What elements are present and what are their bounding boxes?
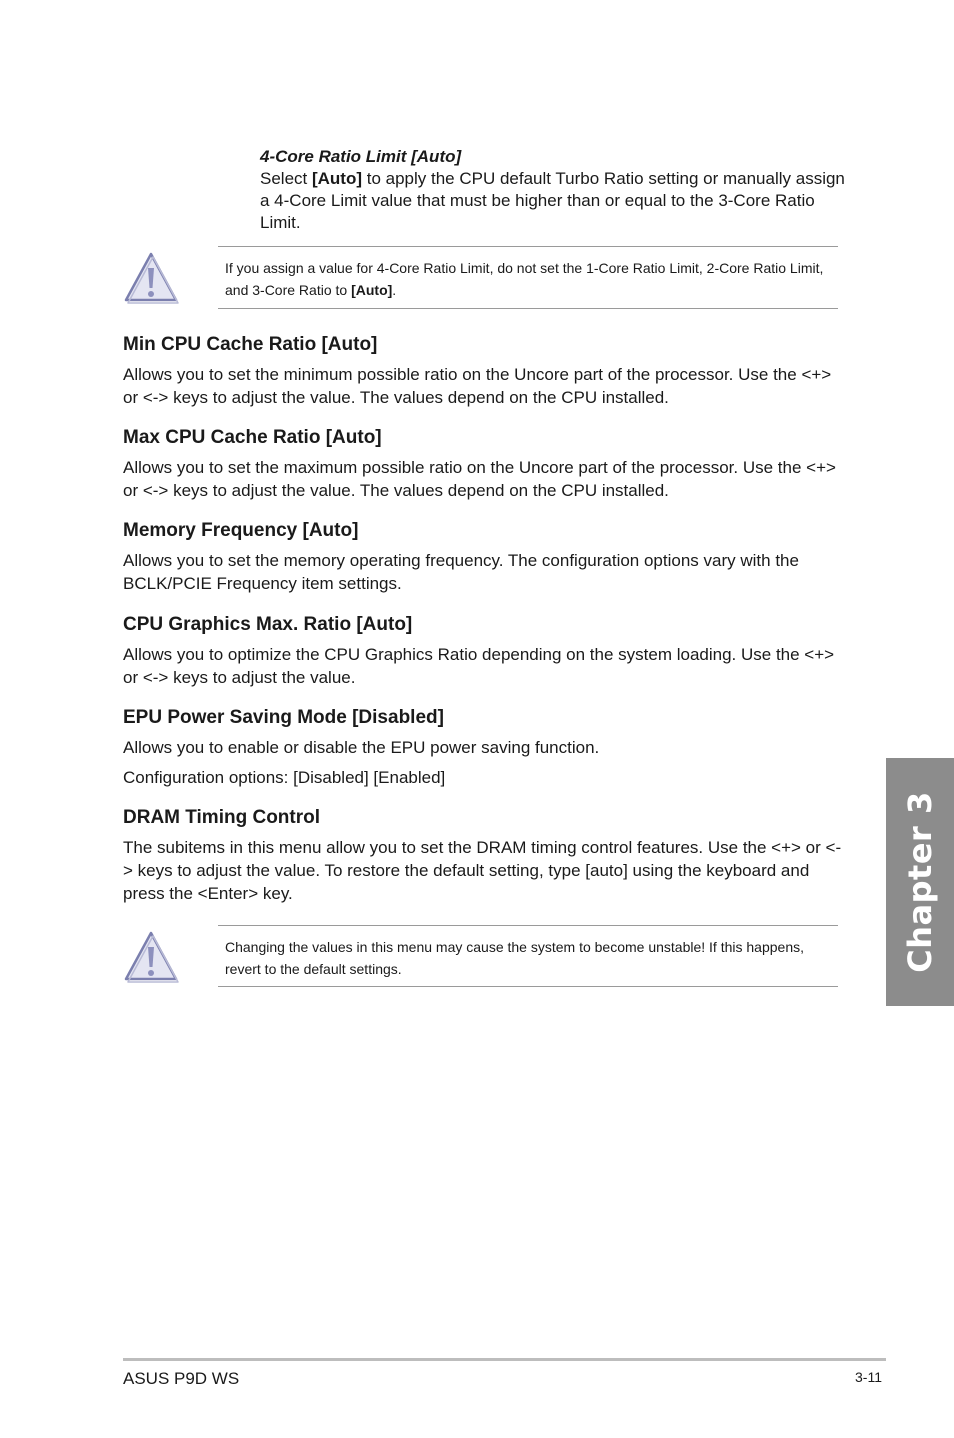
warning-icon xyxy=(122,250,180,306)
sub-item-title: 4-Core Ratio Limit [Auto] xyxy=(260,147,462,166)
section-body: Allows you to set the memory operating frequency. The configuration options vary with the BCLK/PCIE Frequency item settings. xyxy=(123,551,799,593)
section-body: Allows you to enable or disable the EPU power saving function. xyxy=(123,738,600,757)
desc-bold: [Auto] xyxy=(311,169,363,188)
section-max-cpu-cache-ratio xyxy=(123,426,843,502)
section-title: Min CPU Cache Ratio [Auto] xyxy=(123,334,378,355)
note-text: If you assign a value for 4-Core Ratio Limit, do not set the 1-Core Ratio Limit, 2-Core Ratio Limit, and 3-Core Ratio to xyxy=(225,260,824,298)
warning-note-text: Changing the values in this menu may cause the system to become unstable! If this happens, revert to the default settings. xyxy=(225,939,804,977)
footer-divider xyxy=(123,1358,886,1361)
footer-product-name: ASUS P9D WS xyxy=(123,1369,240,1388)
warning-note xyxy=(218,246,838,309)
section-epu-power-saving-mode xyxy=(123,706,843,789)
section-body: Allows you to set the minimum possible ratio on the Uncore part of the processor. Use the <+> or <-> keys to adjust the value. The values depend on the CPU installed. xyxy=(123,365,832,407)
section-body: Allows you to optimize the CPU Graphics Ratio depending on the system loading. Use the <+> or <-> keys to adjust the value. xyxy=(123,645,835,687)
section-title: Max CPU Cache Ratio [Auto] xyxy=(123,427,382,448)
section-options: Configuration options: [Disabled] [Enabled] xyxy=(123,768,446,787)
desc-text-rest: to apply the CPU default Turbo Ratio setting or manually assign a 4-Core Limit value that must be higher than or equal to the 3-Core Ratio Limit. xyxy=(260,169,845,232)
section-min-cpu-cache-ratio xyxy=(123,333,843,409)
warning-note xyxy=(218,925,838,987)
section-title: DRAM Timing Control xyxy=(123,807,321,828)
section-title: Memory Frequency [Auto] xyxy=(123,520,359,541)
section-body: Allows you to set the maximum possible ratio on the Uncore part of the processor. Use the <+> or <-> keys to adjust the value. The values depend on the CPU installed. xyxy=(123,458,836,500)
section-dram-timing-control xyxy=(123,806,843,905)
warning-icon xyxy=(122,929,180,985)
section-title: EPU Power Saving Mode [Disabled] xyxy=(123,707,444,728)
footer-page-number: 3-11 xyxy=(855,1369,882,1385)
chapter-label: Chapter 3 xyxy=(901,791,939,973)
section-cpu-graphics-max-ratio xyxy=(123,613,843,689)
section-memory-frequency xyxy=(123,519,843,595)
section-body: The subitems in this menu allow you to set the DRAM timing control features. Use the <+> or <-> keys to adjust the value. To restore the default setting, type [auto] using the keyboard and press the <Enter> key. xyxy=(123,838,842,903)
warning-note-text xyxy=(225,257,835,301)
chapter-tab xyxy=(886,758,954,1006)
sub-item-description xyxy=(260,168,850,234)
section-title: CPU Graphics Max. Ratio [Auto] xyxy=(123,614,413,635)
sub-item-4-core-ratio xyxy=(260,146,850,234)
note-text-end: . xyxy=(392,282,397,298)
note-bold: [Auto] xyxy=(351,282,393,298)
desc-text: Select xyxy=(260,169,312,188)
